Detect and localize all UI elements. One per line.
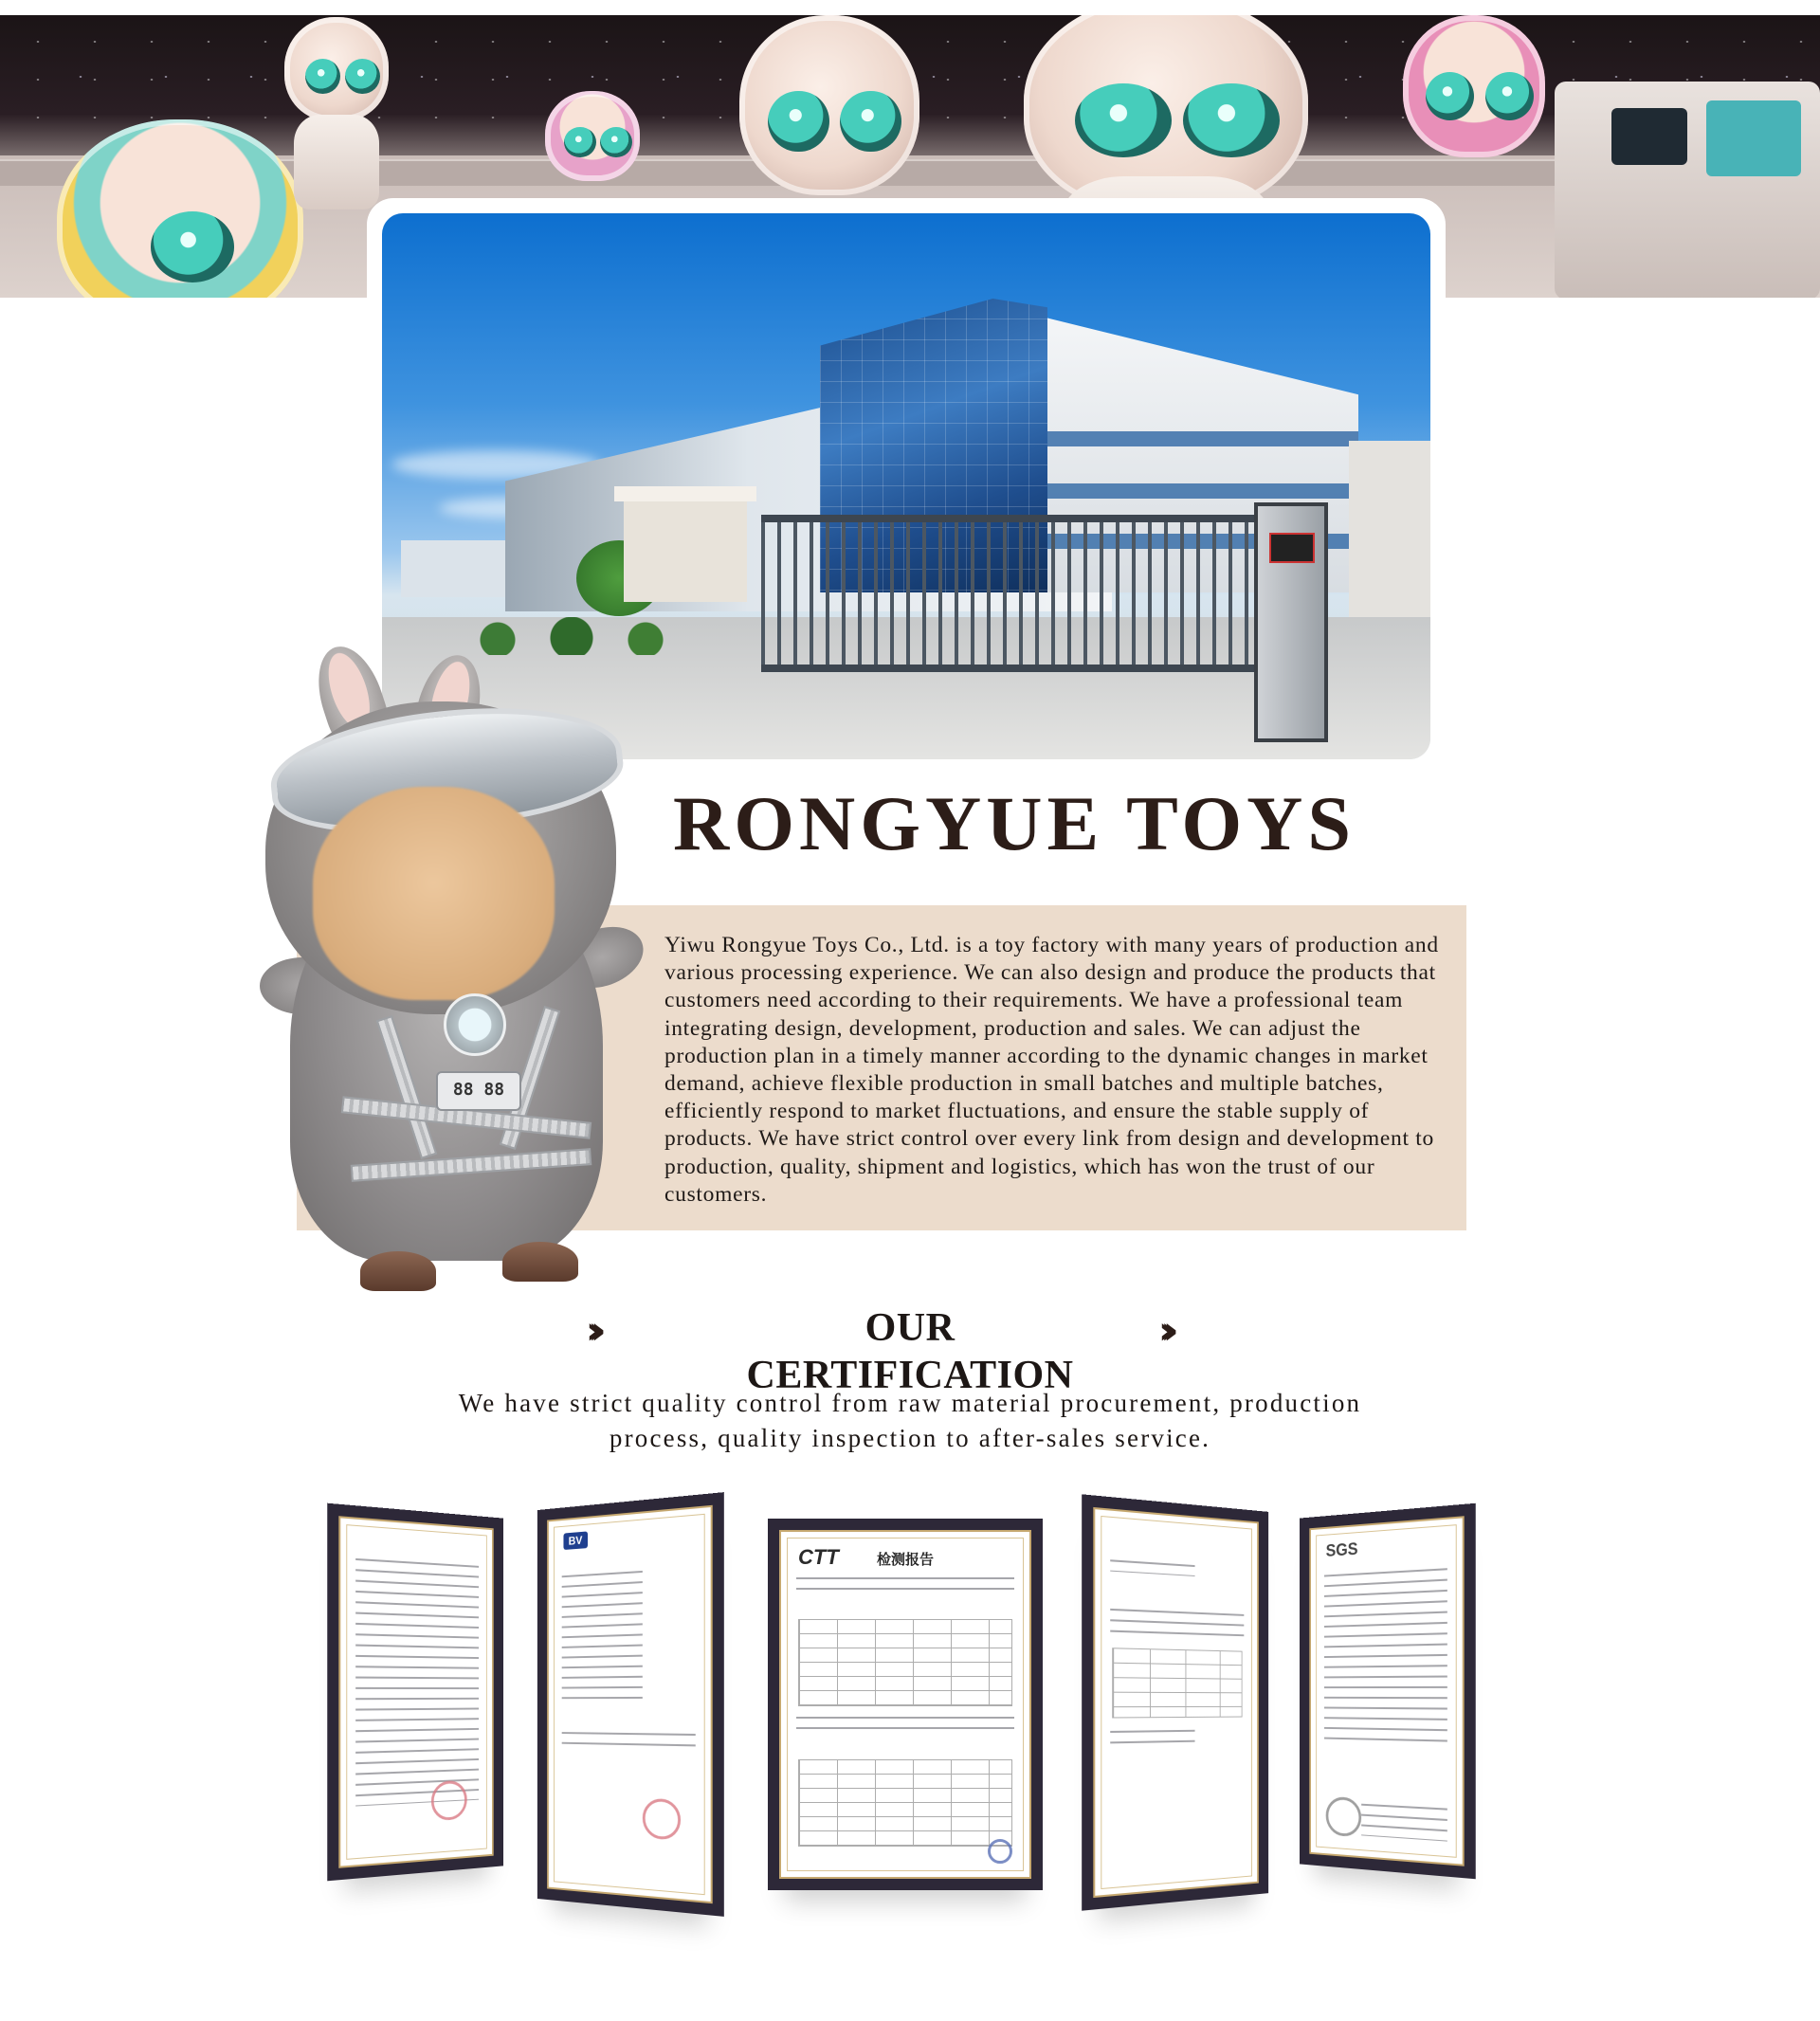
gate-post: [1254, 502, 1328, 742]
figure-helmet-small-2: [545, 91, 640, 181]
figure-helmet-center: [739, 15, 919, 195]
certificate-text: [1110, 1730, 1195, 1748]
certificate-paper: [1309, 1516, 1464, 1866]
chevron-left-icon: ›››: [586, 1309, 593, 1353]
certificate-paper: [338, 1516, 493, 1868]
chest-gauge: [444, 993, 506, 1056]
console-panel: [1706, 100, 1801, 176]
certificate-text: [1361, 1804, 1447, 1842]
console-screen: [1611, 108, 1687, 165]
certificate-logo: CTT: [798, 1545, 839, 1569]
about-paragraph: Yiwu Rongyue Toys Co., Ltd. is a toy factory with many years of production and various processing experience. We can also design and produce the products that customers need according to their requirements. We have a professional team integrating design, development, production and sales. We can adjust the production plan in a timely manner according to the dynamic changes in market demand, achieve flexible production in small batches and multiple batches, efficiently respond to market fluctuations, and ensure the stable supply of products. We have strict control over every link from design and development to production, quality, shipment and logistics, which has won the trust of our customers.: [664, 933, 1439, 1207]
figure-eye: [1485, 72, 1534, 120]
certificate-4: [1082, 1494, 1268, 1910]
figure-eye: [1426, 72, 1474, 120]
certificate-text: [796, 1717, 1014, 1735]
sliding-gate: [761, 515, 1320, 672]
certificate-seal: [431, 1780, 467, 1821]
certificate-header: 检测报告: [876, 1551, 934, 1568]
rabbit-boot-left: [360, 1251, 436, 1291]
certificate-text: [355, 1558, 479, 1807]
certificate-table: [1112, 1648, 1242, 1718]
control-console: [1555, 82, 1820, 298]
certificate-text: [1324, 1568, 1447, 1745]
certification-title: OUR CERTIFICATION: [746, 1306, 1074, 1398]
figure-eye: [768, 91, 829, 153]
certificate-3: [768, 1519, 1043, 1890]
chevron-right-icon: ›››: [1158, 1309, 1166, 1353]
rabbit-face-blurred: [313, 787, 555, 1000]
figure-eye: [1183, 83, 1280, 157]
certificate-logo: BV: [563, 1531, 587, 1550]
figure-eye: [305, 59, 340, 94]
figure-helmet-small-1: [284, 17, 389, 121]
certificate-text: [796, 1577, 1014, 1593]
certificate-text: [562, 1571, 644, 1704]
figure-eye: [564, 127, 596, 157]
certificate-1: [327, 1503, 503, 1882]
figure-eye: [1075, 83, 1172, 157]
certificate-paper: [1093, 1507, 1259, 1898]
certificate-paper: [779, 1530, 1031, 1879]
page-title: RONGYUE TOYS: [673, 780, 1356, 866]
mascot-astronaut-rabbit: [265, 645, 645, 1299]
distant-building: [401, 540, 505, 597]
certificate-seal: [988, 1839, 1012, 1864]
chest-buckle: 88 88: [436, 1071, 521, 1111]
figure-eye: [600, 127, 632, 157]
certificate-seal: [643, 1798, 681, 1841]
figure-eye: [345, 59, 380, 94]
certificate-2: [537, 1492, 724, 1917]
figure-body-small-1: [294, 115, 379, 209]
figure-eye: [151, 211, 234, 282]
certificate-text: [1110, 1609, 1244, 1644]
figure-helmet-left: [57, 119, 303, 298]
certificate-5: [1300, 1503, 1476, 1880]
figure-eye: [840, 91, 901, 153]
certificate-paper: [547, 1505, 713, 1903]
figure-helmet-far-right: [1403, 15, 1545, 157]
certificate-text: [562, 1732, 696, 1754]
certificate-table: [798, 1619, 1012, 1706]
certificate-logo: SGS: [1325, 1539, 1358, 1560]
certificates-gallery: [313, 1498, 1507, 1972]
guard-house: [624, 498, 747, 602]
gate-sign: [1269, 533, 1315, 563]
certificate-table: [798, 1759, 1012, 1847]
certificate-seal: [1326, 1796, 1361, 1837]
rabbit-boot-right: [502, 1242, 578, 1282]
certification-subtitle: We have strict quality control from raw material procurement, production process, quality inspection to after-sales service.: [458, 1389, 1362, 1452]
certificate-text: [1110, 1559, 1195, 1576]
